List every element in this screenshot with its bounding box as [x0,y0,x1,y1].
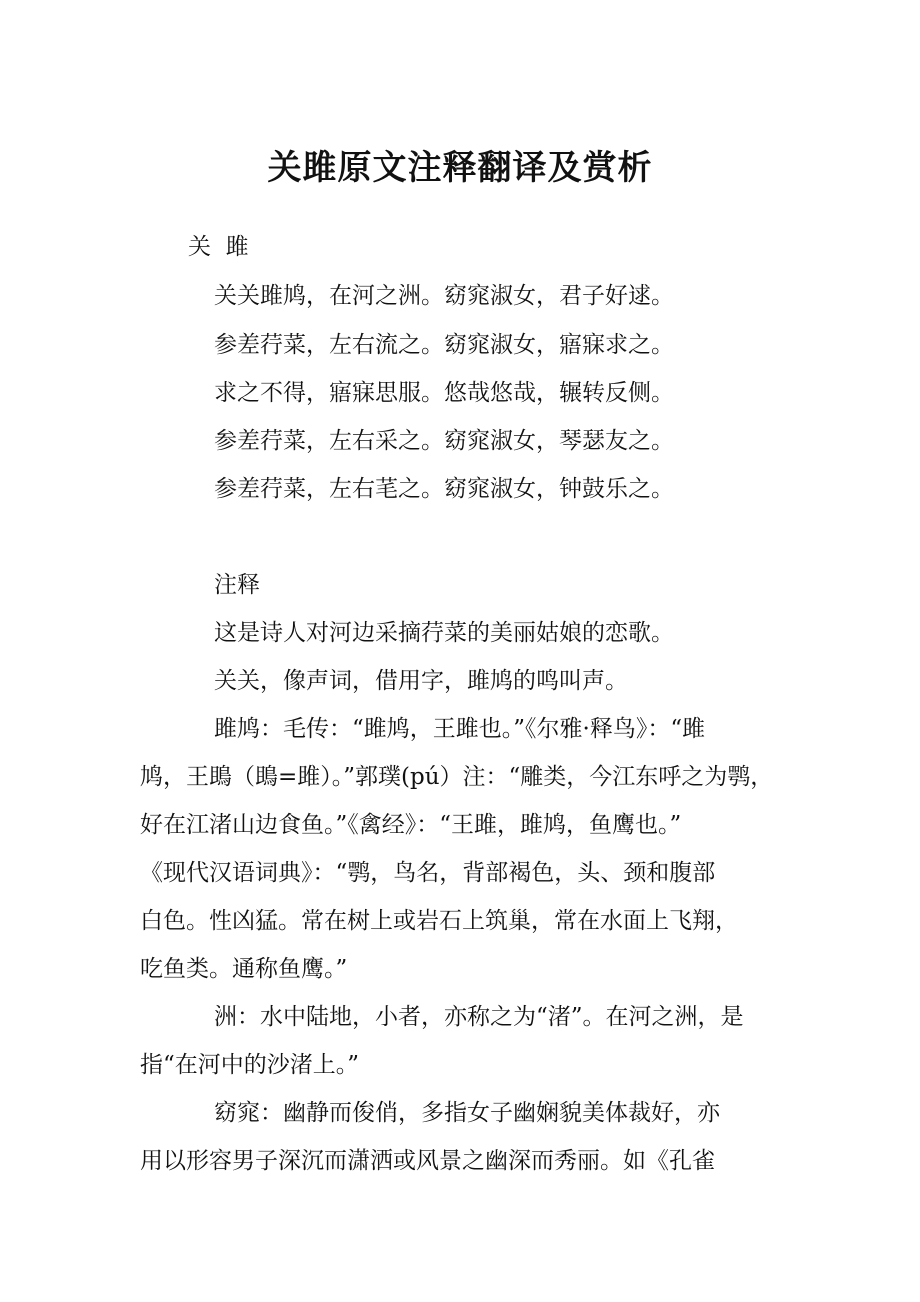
notes-paragraph-line: 鸠，王鴡（鴡=雎）。”郭璞(pú）注：“雕类，今江东呼之为鹗， [140,764,774,790]
document-title: 关雎原文注释翻译及赏析 [267,148,653,188]
poem-line: 参差荇菜，左右流之。窈窕淑女，寤寐求之。 [214,332,674,358]
notes-paragraph-line: 吃鱼类。通称鱼鹰。” [140,956,348,982]
poem-line: 求之不得，寤寐思服。悠哉悠哉，辗转反侧。 [214,380,674,406]
poem-line: 关关雎鸠，在河之洲。窈窕淑女，君子好逑。 [214,283,674,309]
notes-paragraph-line: 白色。性凶猛。常在树上或岩石上筑巢，常在水面上飞翔， [140,908,738,934]
poem-line: 参差荇菜，左右采之。窈窕淑女，琴瑟友之。 [214,428,674,454]
poem-heading: 关 雎 [188,234,249,260]
notes-paragraph-line: 指“在河中的沙渚上。” [140,1052,360,1078]
notes-heading: 注释 [214,572,260,598]
notes-paragraph-line: 《现代汉语词典》：“鹗，鸟名，背部褐色，头、颈和腹部 [140,860,716,886]
notes-paragraph-line: 这是诗人对河边采摘荇菜的美丽姑娘的恋歌。 [214,620,674,646]
notes-paragraph-line: 好在江渚山边食鱼。”《禽经》：“王雎，雎鸠，鱼鹰也。” [140,812,682,838]
notes-paragraph-line: 洲：水中陆地，小者，亦称之为“渚”。在河之洲，是 [214,1004,744,1030]
notes-paragraph-line: 窈窕：幽静而俊俏，多指女子幽娴貌美体裁好，亦 [214,1100,720,1126]
notes-paragraph-line: 雎鸠：毛传：“雎鸠，王雎也。”《尔雅·释鸟》：“雎 [214,716,706,742]
notes-paragraph-line: 关关，像声词，借用字，雎鸠的鸣叫声。 [214,668,628,694]
notes-paragraph-line: 用以形容男子深沉而潇洒或风景之幽深而秀丽。如《孔雀 [140,1148,715,1174]
poem-line: 参差荇菜，左右芼之。窈窕淑女，钟鼓乐之。 [214,476,674,502]
